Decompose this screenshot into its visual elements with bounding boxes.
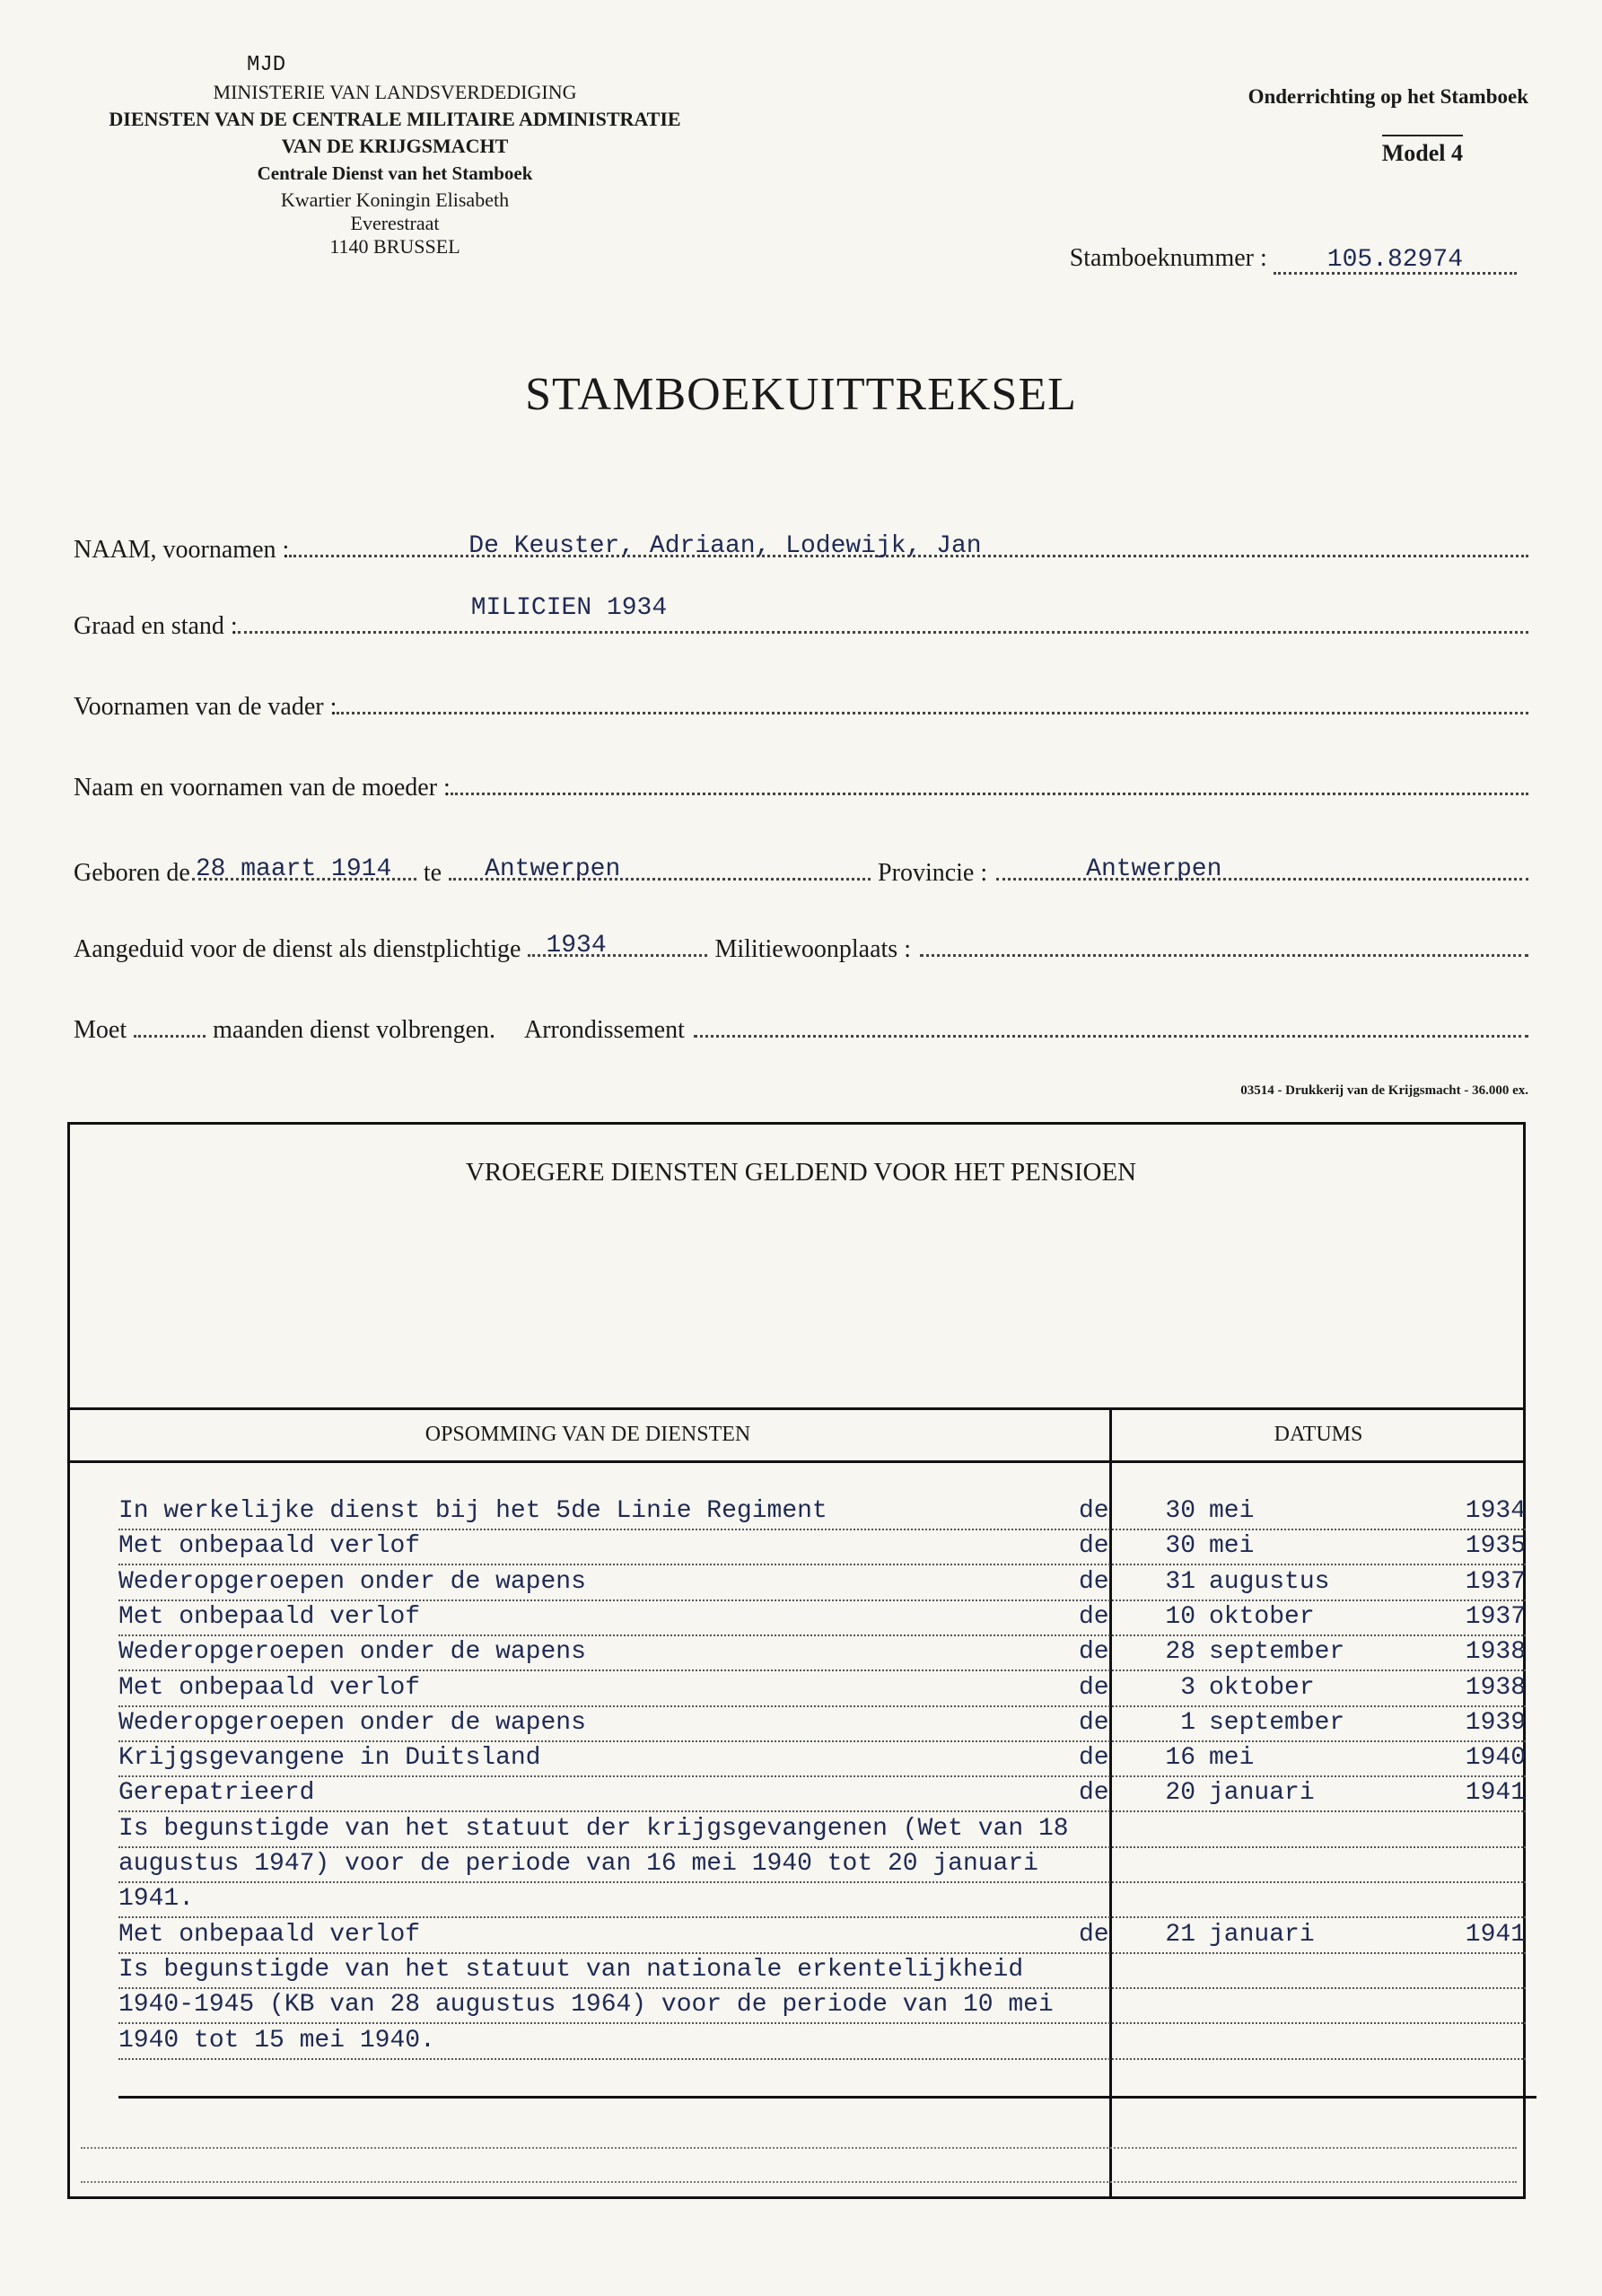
militiewoonplaats-label: Militiewoonplaats : (714, 935, 911, 963)
table-row (118, 1744, 1526, 1779)
printer-note: 03514 - Drukkerij van de Krijgsmacht - 36.000 ex. (1240, 1083, 1528, 1098)
row-description: Gerepatrieerd (118, 1779, 315, 1808)
row-de: de (1079, 1567, 1109, 1596)
row-month: oktober (1209, 1673, 1315, 1702)
row-dotted-line (118, 1846, 1526, 1848)
provincie-label: Provincie : (878, 859, 988, 887)
row-day: 20 (1165, 1779, 1195, 1808)
row-day: 31 (1165, 1567, 1195, 1596)
service-line: DIENSTEN VAN DE CENTRALE MILITAIRE ADMINISTRATIE (109, 108, 681, 130)
moeder-row (74, 763, 1528, 802)
row-dotted-line (118, 1599, 1526, 1601)
row-dotted-line (118, 1987, 1526, 1989)
row-year: 1934 (1465, 1497, 1526, 1525)
row-year: 1941 (1465, 1779, 1526, 1808)
vader-row (74, 682, 1528, 722)
empty-dotted-row (81, 2181, 1517, 2183)
row-de: de (1079, 1638, 1109, 1667)
table-row (118, 1709, 1526, 1744)
arrondissement-label: Arrondissement (524, 1016, 685, 1044)
geboren-row (74, 848, 1528, 888)
row-de: de (1079, 1673, 1109, 1702)
row-month: januari (1209, 1920, 1315, 1949)
table-row (118, 1638, 1526, 1673)
row-year: 1937 (1465, 1602, 1526, 1631)
row-month: oktober (1209, 1602, 1315, 1631)
row-dotted-line (118, 1952, 1526, 1954)
row-de: de (1079, 1497, 1109, 1525)
table-row (118, 1815, 1526, 1850)
table-row (118, 2027, 1526, 2062)
table-row (118, 1497, 1526, 1532)
row-year: 1935 (1465, 1532, 1526, 1561)
row-month: mei (1209, 1744, 1255, 1773)
graad-value: MILICIEN 1934 (470, 594, 668, 622)
row-day: 10 (1165, 1602, 1195, 1631)
row-dotted-line (118, 1775, 1526, 1777)
vader-label: Voornamen van de vader : (74, 693, 337, 721)
table-row (118, 1779, 1526, 1814)
row-day: 30 (1165, 1497, 1195, 1525)
ministry-line: MINISTERIE VAN LANDSVERDEDIGING (213, 81, 577, 103)
row-de: de (1079, 1532, 1109, 1561)
te-label: te (423, 859, 442, 887)
naam-label: NAAM, voornamen : (74, 536, 290, 564)
service-line-2: VAN DE KRIJGSMACHT (281, 135, 509, 157)
row-de: de (1079, 1744, 1109, 1773)
row-description: Met onbepaald verlof (118, 1920, 421, 1949)
table-row (118, 1921, 1526, 1956)
empty-dotted-row (81, 2147, 1517, 2149)
table-row (118, 1603, 1526, 1638)
row-dotted-line (118, 1564, 1526, 1565)
naam-row (74, 525, 1528, 565)
row-description: Wederopgeroepen onder de wapens (118, 1708, 586, 1737)
row-year: 1939 (1465, 1708, 1526, 1737)
row-description: augustus 1947) voor de periode van 16 mei 1940 tot 20 januari (118, 1850, 1038, 1878)
stamboek-label: Stamboeknummer : (1069, 244, 1267, 272)
table-row (118, 1532, 1526, 1567)
row-description: Met onbepaald verlof (118, 1602, 421, 1631)
row-dotted-line (118, 1634, 1526, 1636)
column-header-dates: DATUMS (1274, 1423, 1363, 1446)
row-description: 1940-1945 (KB van 28 augustus 1964) voor de periode van 10 mei (118, 1991, 1054, 2020)
stamboek-value: 105.82974 (1326, 246, 1463, 274)
moet-row (74, 1005, 1528, 1045)
table-row (118, 1991, 1526, 2026)
row-dotted-line (118, 1740, 1526, 1742)
row-month: januari (1209, 1779, 1315, 1808)
row-day: 30 (1165, 1532, 1195, 1561)
document-title: STAMBOEKUITTREKSEL (525, 369, 1077, 420)
services-title: VROEGERE DIENSTEN GELDEND VOOR HET PENSIOEN (465, 1158, 1137, 1187)
table-row (118, 1850, 1526, 1885)
address-line-2: Everestraat (350, 212, 440, 234)
row-dotted-line (118, 1669, 1526, 1671)
row-month: september (1209, 1708, 1345, 1737)
row-month: mei (1209, 1532, 1255, 1561)
row-month: september (1209, 1638, 1345, 1667)
row-de: de (1079, 1779, 1109, 1808)
graad-label: Graad en stand : (74, 612, 238, 640)
row-dotted-line (118, 1916, 1526, 1918)
mjd-mark: MJD (247, 53, 286, 77)
row-dotted-line (118, 2022, 1526, 2024)
row-year: 1940 (1465, 1744, 1526, 1773)
row-day: 28 (1165, 1638, 1195, 1667)
instruction-label: Onderrichting op het Stamboek (1247, 85, 1528, 108)
issuer-block (54, 52, 736, 260)
row-day: 1 (1180, 1708, 1195, 1737)
row-month: augustus (1209, 1567, 1330, 1596)
aangeduid-value: 1934 (546, 932, 607, 960)
geboren-value: 28 maart 1914 (195, 855, 392, 883)
te-value: Antwerpen (485, 855, 621, 883)
row-description: Is begunstigde van het statuut van nationale erkentelijkheid (118, 1955, 1024, 1984)
model-label: Model 4 (1382, 135, 1463, 167)
row-month: mei (1209, 1497, 1255, 1525)
closing-rule (118, 2096, 1536, 2099)
row-dotted-line (118, 1881, 1526, 1883)
table-row (118, 1674, 1526, 1709)
row-description: Is begunstigde van het statuut der krijgsgevangenen (Wet van 18 (118, 1814, 1069, 1843)
central-service-line: Centrale Dienst van het Stamboek (257, 162, 533, 184)
table-row (118, 1885, 1526, 1920)
row-description: Met onbepaald verlof (118, 1673, 421, 1702)
row-year: 1938 (1465, 1638, 1526, 1667)
table-header (67, 1407, 1526, 1463)
row-description: 1940 tot 15 mei 1940. (118, 2026, 435, 2055)
row-day: 3 (1180, 1673, 1195, 1702)
address-line-1: Kwartier Koningin Elisabeth (280, 188, 510, 211)
row-year: 1938 (1465, 1673, 1526, 1702)
row-description: Met onbepaald verlof (118, 1532, 421, 1561)
row-de: de (1079, 1920, 1109, 1949)
row-day: 16 (1165, 1744, 1195, 1773)
row-de: de (1079, 1602, 1109, 1631)
row-dotted-line (118, 1705, 1526, 1707)
row-de: de (1079, 1708, 1109, 1737)
graad-row (74, 594, 1528, 641)
maanden-label: maanden dienst volbrengen. (213, 1016, 496, 1044)
row-dotted-line (118, 2058, 1526, 2060)
moeder-label: Naam en voornamen van de moeder : (74, 774, 451, 802)
row-description: Wederopgeroepen onder de wapens (118, 1567, 586, 1596)
row-description: Krijgsgevangene in Duitsland (118, 1744, 541, 1773)
row-description: 1941. (118, 1885, 195, 1914)
row-description: In werkelijke dienst bij het 5de Linie Regiment (118, 1497, 827, 1525)
provincie-value: Antwerpen (1086, 855, 1222, 883)
stamboek-number (1070, 244, 1517, 274)
row-dotted-line (118, 1810, 1526, 1812)
table-row (118, 1956, 1526, 1991)
row-day: 21 (1165, 1920, 1195, 1949)
row-dotted-line (118, 1529, 1526, 1530)
table-row (118, 1568, 1526, 1603)
aangeduid-row (74, 925, 1528, 964)
row-year: 1937 (1465, 1567, 1526, 1596)
aangeduid-label: Aangeduid voor de dienst als dienstplichtige (74, 935, 521, 963)
address-line-3: 1140 BRUSSEL (329, 235, 460, 258)
naam-value: De Keuster, Adriaan, Lodewijk, Jan (468, 532, 982, 560)
geboren-label: Geboren de (74, 859, 190, 887)
column-header-services: OPSOMMING VAN DE DIENSTEN (425, 1423, 751, 1446)
row-description: Wederopgeroepen onder de wapens (118, 1638, 586, 1667)
moet-label: Moet (74, 1016, 127, 1044)
row-year: 1941 (1465, 1920, 1526, 1949)
